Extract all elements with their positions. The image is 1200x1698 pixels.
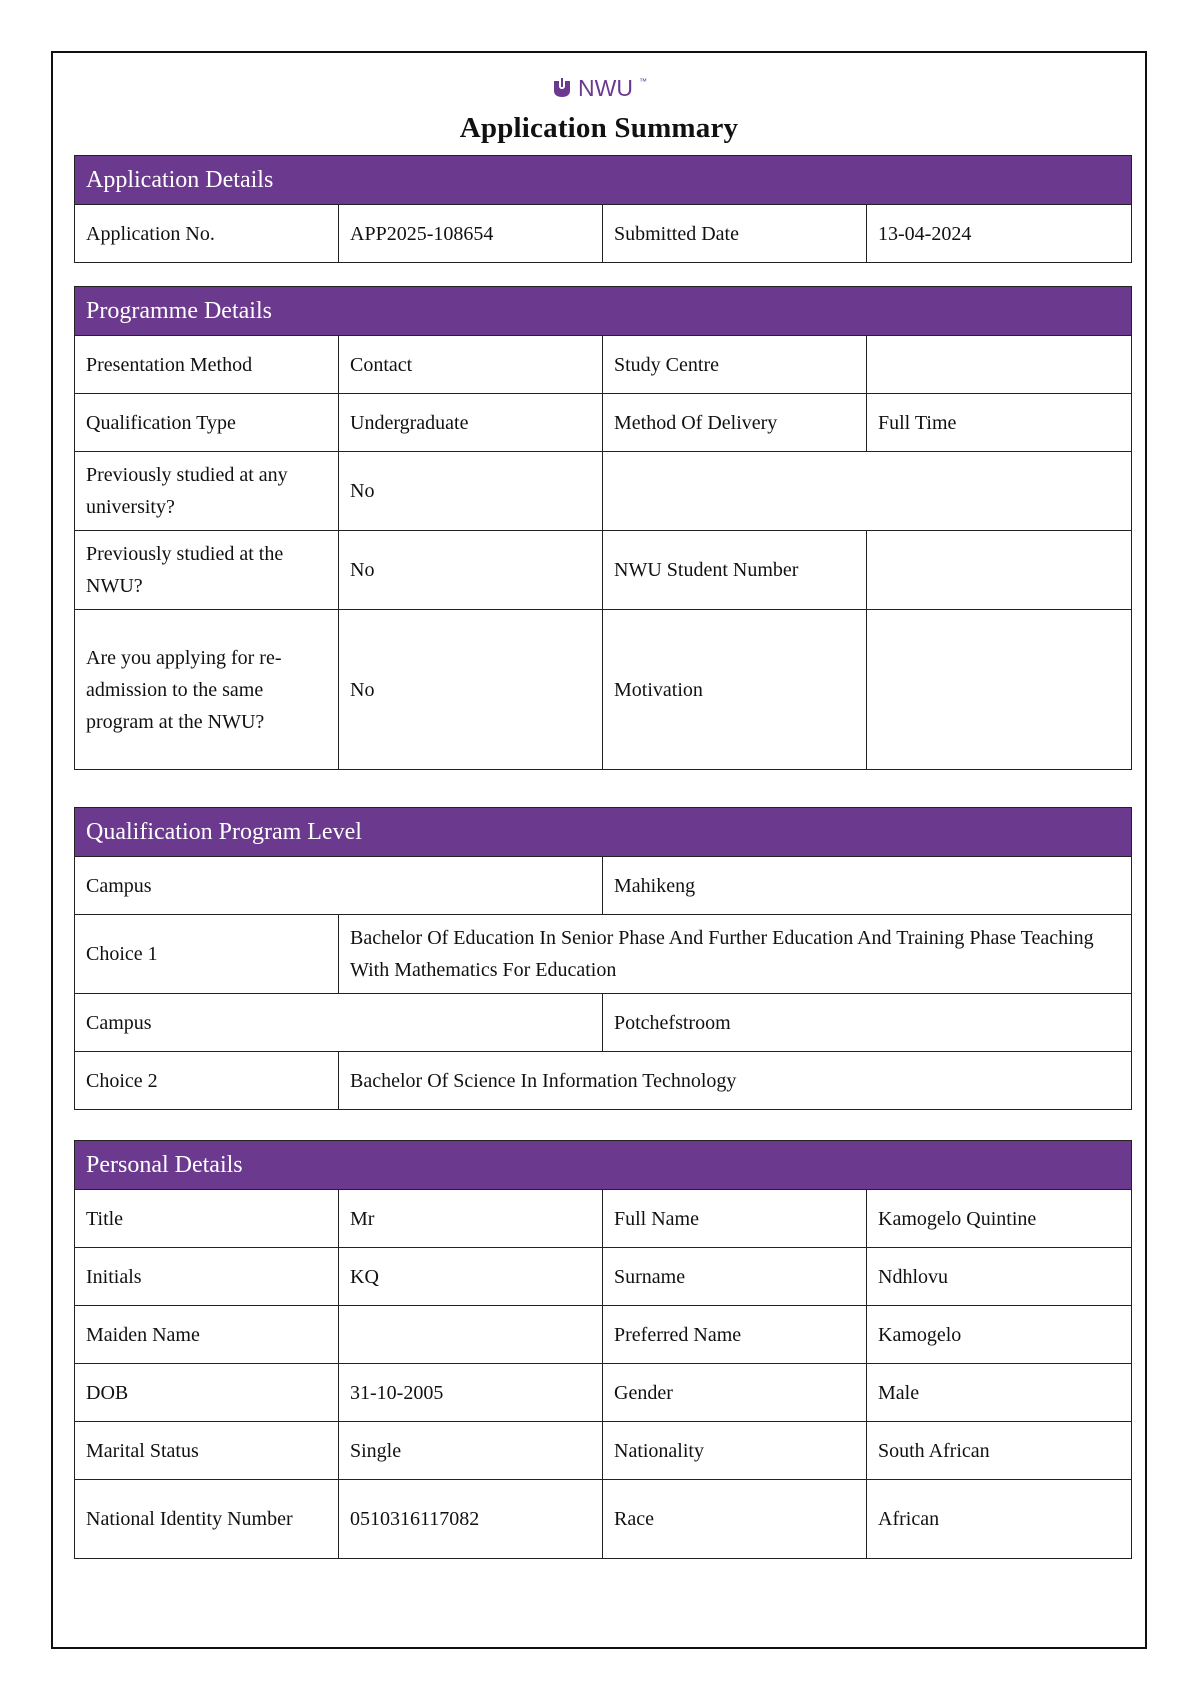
maiden-name-label: Maiden Name xyxy=(75,1306,339,1364)
initials-label: Initials xyxy=(75,1248,339,1306)
campus-1-value: Mahikeng xyxy=(603,857,1132,915)
gender-value: Male xyxy=(867,1364,1132,1422)
choice-2-value: Bachelor Of Science In Information Technology xyxy=(339,1052,1132,1110)
previously-studied-any-value: No xyxy=(339,452,603,531)
study-centre-label: Study Centre xyxy=(603,336,867,394)
national-id-value: 0510316117082 xyxy=(339,1480,603,1559)
initials-value: KQ xyxy=(339,1248,603,1306)
nationality-label: Nationality xyxy=(603,1422,867,1480)
race-value: African xyxy=(867,1480,1132,1559)
motivation-value xyxy=(867,610,1132,770)
qualification-type-label: Qualification Type xyxy=(75,394,339,452)
choice-1-label: Choice 1 xyxy=(75,915,339,994)
section-heading-application-details: Application Details xyxy=(75,156,1132,205)
submitted-date-label: Submitted Date xyxy=(603,205,867,263)
dob-label: DOB xyxy=(75,1364,339,1422)
nwu-student-number-value xyxy=(867,531,1132,610)
personal-details-table xyxy=(74,1140,1132,1559)
campus-2-value: Potchefstroom xyxy=(603,994,1132,1052)
section-heading-personal-details: Personal Details xyxy=(75,1141,1132,1190)
surname-label: Surname xyxy=(603,1248,867,1306)
nwu-emblem-icon xyxy=(551,77,573,99)
submitted-date-value: 13-04-2024 xyxy=(867,205,1132,263)
campus-1-label: Campus xyxy=(75,857,603,915)
section-heading-programme-details: Programme Details xyxy=(75,287,1132,336)
presentation-method-label: Presentation Method xyxy=(75,336,339,394)
readmission-label: Are you applying for re-admission to the same program at the NWU? xyxy=(75,610,339,770)
application-no-value: APP2025-108654 xyxy=(339,205,603,263)
national-id-label: National Identity Number xyxy=(75,1480,339,1559)
page-frame xyxy=(51,51,1147,1649)
dob-value: 31-10-2005 xyxy=(339,1364,603,1422)
study-centre-value xyxy=(867,336,1132,394)
surname-value: Ndhlovu xyxy=(867,1248,1132,1306)
application-no-label: Application No. xyxy=(75,205,339,263)
nationality-value: South African xyxy=(867,1422,1132,1480)
previously-studied-nwu-label: Previously studied at the NWU? xyxy=(75,531,339,610)
logo-trademark: ™ xyxy=(638,76,647,86)
page-title: Application Summary xyxy=(459,112,739,144)
nwu-logo xyxy=(551,75,647,101)
previously-studied-nwu-value: No xyxy=(339,531,603,610)
application-details-table xyxy=(74,155,1132,263)
choice-2-label: Choice 2 xyxy=(75,1052,339,1110)
programme-details-table xyxy=(74,286,1132,770)
full-name-value: Kamogelo Quintine xyxy=(867,1190,1132,1248)
preferred-name-value: Kamogelo xyxy=(867,1306,1132,1364)
race-label: Race xyxy=(603,1480,867,1559)
full-name-label: Full Name xyxy=(603,1190,867,1248)
method-of-delivery-value: Full Time xyxy=(867,394,1132,452)
qualification-type-value: Undergraduate xyxy=(339,394,603,452)
choice-1-value: Bachelor Of Education In Senior Phase And Further Education And Training Phase Teaching With Mathematics For Education xyxy=(339,915,1132,994)
marital-status-value: Single xyxy=(339,1422,603,1480)
previously-studied-any-label: Previously studied at any university? xyxy=(75,452,339,531)
presentation-method-value: Contact xyxy=(339,336,603,394)
marital-status-label: Marital Status xyxy=(75,1422,339,1480)
gender-label: Gender xyxy=(603,1364,867,1422)
qualification-level-table xyxy=(74,807,1132,1110)
title-value: Mr xyxy=(339,1190,603,1248)
campus-2-label: Campus xyxy=(75,994,603,1052)
section-heading-qualification-level: Qualification Program Level xyxy=(75,808,1132,857)
method-of-delivery-label: Method Of Delivery xyxy=(603,394,867,452)
maiden-name-value xyxy=(339,1306,603,1364)
motivation-label: Motivation xyxy=(603,610,867,770)
document-header xyxy=(53,75,1145,145)
nwu-student-number-label: NWU Student Number xyxy=(603,531,867,610)
preferred-name-label: Preferred Name xyxy=(603,1306,867,1364)
title-label: Title xyxy=(75,1190,339,1248)
logo-text: NWU xyxy=(578,74,633,101)
readmission-value: No xyxy=(339,610,603,770)
empty-cell xyxy=(603,452,1132,531)
